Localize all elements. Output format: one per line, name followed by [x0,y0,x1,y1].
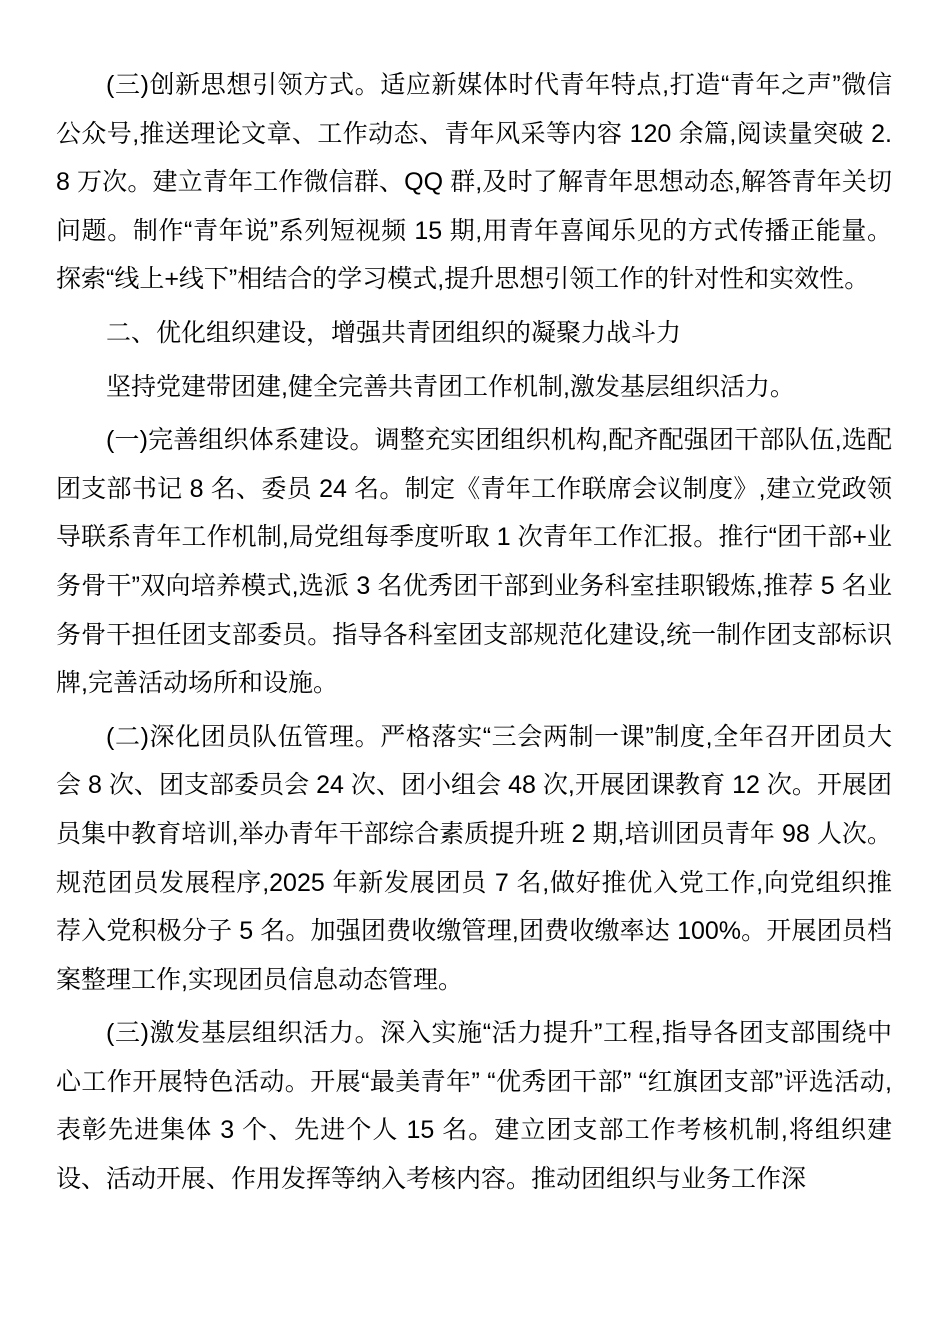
paragraph-grassroots-vitality: (三)激发基层组织活力。深入实施“活力提升”工程,指导各团支部围绕中心工作开展特色活动。开展“最美青年” “优秀团干部” “红旗团支部”评选活动,表彰先进集体 3 个、先进个人 15 名。建立团支部工作考核机制,将组织建设、活动开展、作用发挥等纳入考核内容。推动团组织与业务工作深 [56,1019,892,1194]
paragraph-party-league-building: 坚持党建带团建,健全完善共青团工作机制,激发基层组织活力。 [106,372,795,401]
document-body [56,61,892,1204]
paragraph-member-team-management: (二)深化团员队伍管理。严格落实“三会两制一课”制度,全年召开团员大会 8 次、团支部委员会 24 次、团小组会 48 次,开展团课教育 12 次。开展团员集中教育培训,举办青年干部综合素质提升班 2 期,培训团员青年 98 人次。规范团员发展程序,2025 年新发展团员 7 名,做好推优入党工作,向党组织推荐入党积极分子 5 名。加强团费收缴管理,团费收缴率达 100%。开展团员档案整理工作,实现团员信息动态管理。 [56,722,892,994]
paragraph-org-system-building: (一)完善组织体系建设。调整充实团组织机构,配齐配强团干部队伍,选配团支部书记 8 名、委员 24 名。制定《青年工作联席会议制度》,建立党政领导联系青年工作机制,局党组每季度听取 1 次青年工作汇报。推行“团干部+业务骨干”双向培养模式,选派 3 名优秀团干部到业务科室挂职锻炼,推荐 5 名业务骨干担任团支部委员。指导各科室团支部规范化建设,统一制作团支部标识牌,完善活动场所和设施。 [56,426,892,698]
section-heading-organization-building: 二、优化组织建设，增强共青团组织的凝聚力战斗力 [106,318,682,347]
paragraph-innovation-thought-leading: (三)创新思想引领方式。适应新媒体时代青年特点,打造“青年之声”微信公众号,推送理论文章、工作动态、青年风采等内容 120 余篇,阅读量突破 2.8 万次。建立青年工作微信群、QQ 群,及时了解青年思想动态,解答青年关切问题。制作“青年说”系列短视频 15 期,用青年喜闻乐见的方式传播正能量。探索“线上+线下”相结合的学习模式,提升思想引领工作的针对性和实效性。 [56,71,892,294]
